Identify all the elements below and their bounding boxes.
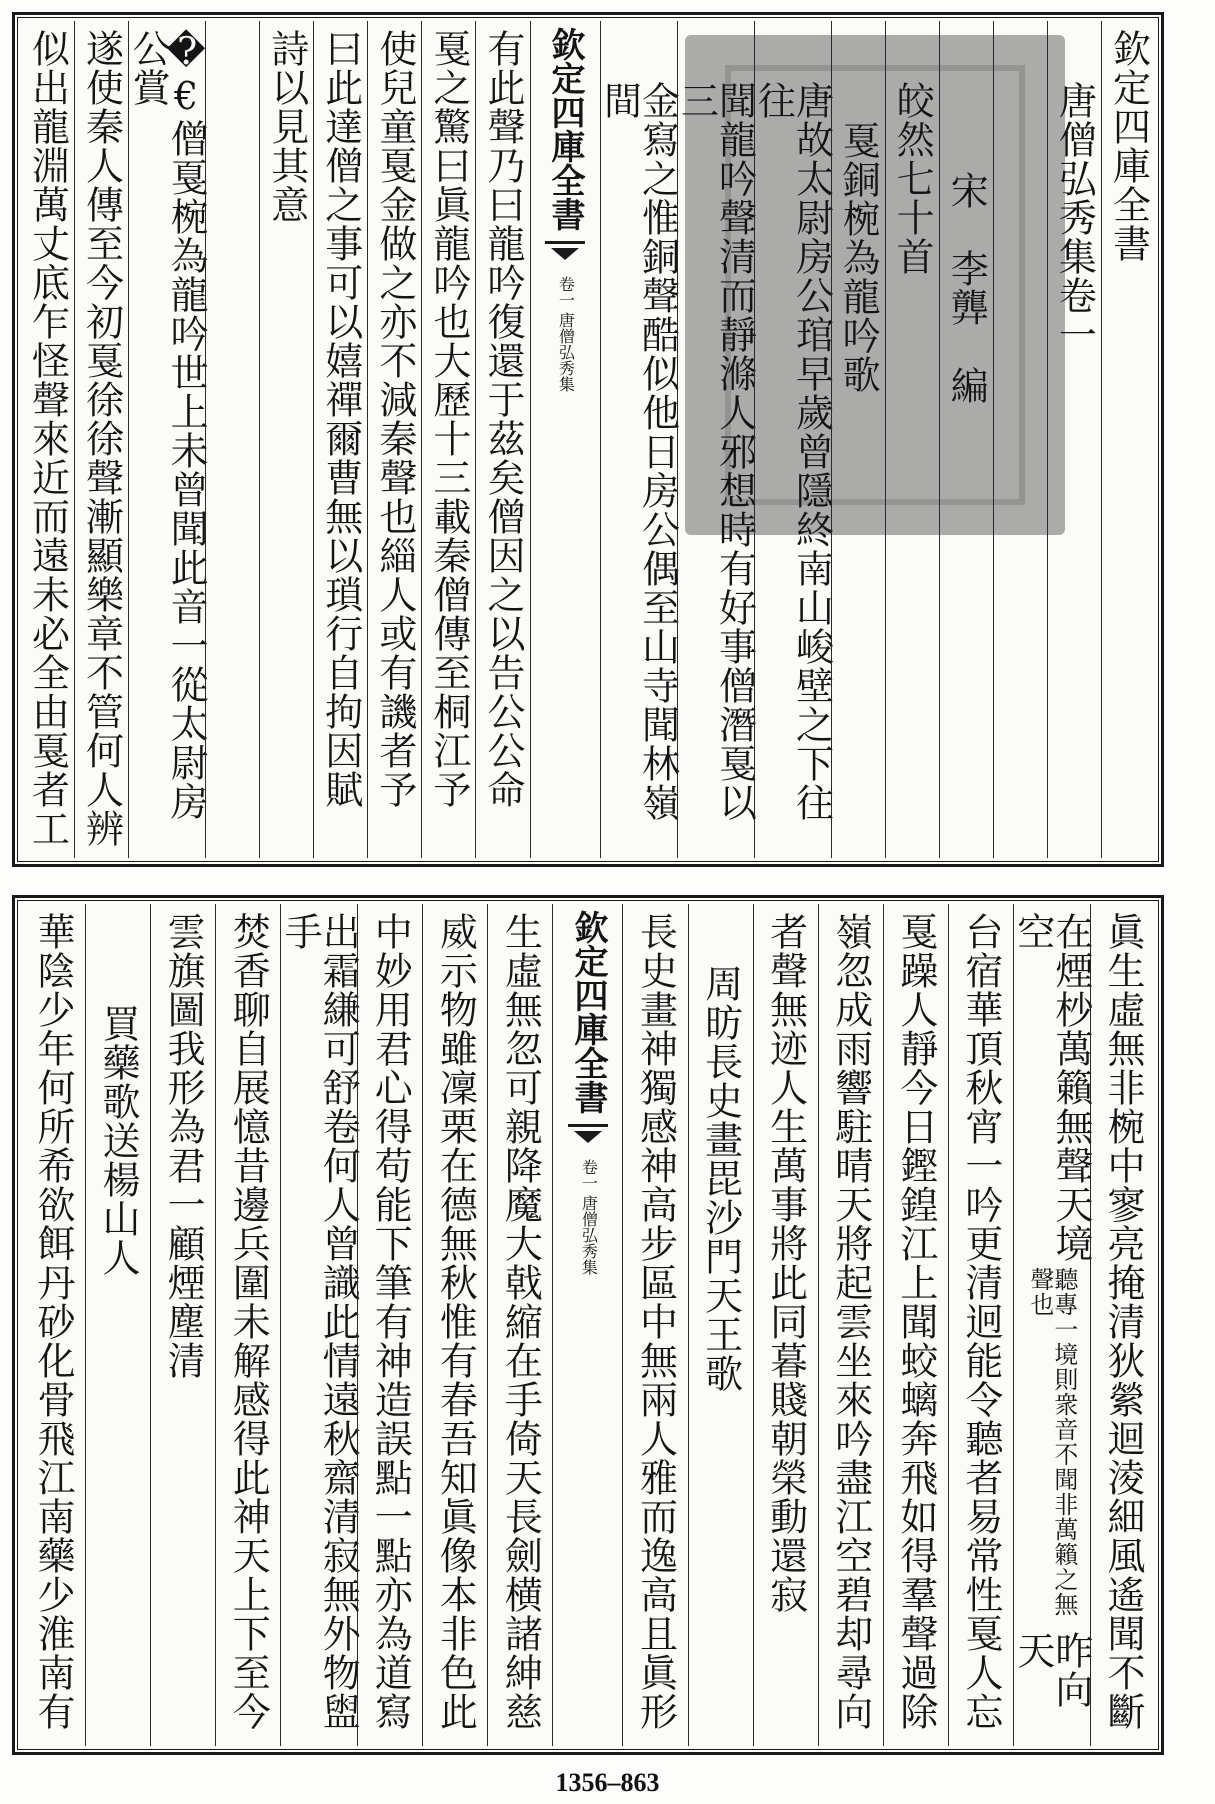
text-column: [475, 21, 529, 858]
column-text: 出霜縑可舒卷何人曾識此情遠秋齋清寂無外物盥手: [278, 912, 361, 1731]
center-fold: [552, 904, 622, 1746]
fold-book-title: 唐僧弘秀集: [579, 1195, 599, 1275]
bottom-page-columns: [21, 904, 1155, 1746]
column-text: 曰此達僧之事可以嬉禪爾曹無以瑣行自拘因賦: [318, 29, 363, 809]
column-text: 眞生虛無非椀中寥亮掩清狄縈迴淩細風遙聞不斷: [1100, 912, 1145, 1731]
text-column: [751, 21, 834, 858]
text-column: [1047, 21, 1101, 858]
fold-book-title: 唐僧弘秀集: [556, 312, 576, 392]
text-column: [21, 21, 74, 858]
fold-volume: 卷一: [556, 276, 576, 308]
column-text: 周昉長史畫毘沙門天王歌: [698, 964, 743, 1393]
column-text-continued: 昨向天: [1010, 1631, 1093, 1710]
fish-tail-mark-icon: [545, 241, 585, 270]
text-column: [487, 904, 552, 1746]
text-column: [622, 904, 687, 1746]
fold-title: 欽定四庫全書: [545, 27, 586, 231]
text-column: [150, 904, 215, 1746]
top-page-columns: [21, 21, 1155, 858]
text-column: [259, 21, 313, 858]
text-column: [313, 21, 367, 858]
text-column: [674, 21, 757, 858]
column-text: 唐故太尉房公琯早歲曾隱終南山峻壁之下往往: [751, 81, 834, 822]
text-column: [831, 21, 885, 858]
text-column: [883, 904, 948, 1746]
text-column: [215, 904, 280, 1746]
text-column: [993, 21, 1047, 858]
fold-label: [580, 1159, 597, 1275]
fold-title: 欽定四庫全書: [567, 910, 608, 1114]
column-text: 戛躁人靜今日鏗鍠江上聞蛟螭奔飛如得羣聲過除: [893, 912, 938, 1731]
fish-tail-mark-icon: [568, 1124, 608, 1153]
column-text: 聞龍吟聲清而靜滌人邪想時有好事僧潛戛以三: [674, 81, 757, 822]
text-column: [753, 904, 818, 1746]
column-text: 遂使秦人傳至今初戛徐徐聲漸顯樂章不管何人辨: [79, 29, 124, 848]
text-column: [1010, 904, 1093, 1746]
column-text: 生虛無忽可親降魔大戟縮在手倚天長劍横諸紳慈: [498, 912, 543, 1731]
center-fold: [530, 21, 600, 858]
column-text: �€僧戛椀為龍吟世上未曾聞此音一從太尉房公賞: [126, 29, 209, 821]
fold-label: [557, 276, 574, 392]
column-text: 戛之驚曰眞龍吟也大歷十三載秦僧傳至桐江予: [426, 29, 471, 809]
column-text: 華陰少年何所希欲餌丹砂化骨飛江南藥少淮南有: [30, 912, 75, 1731]
text-column: [1090, 904, 1155, 1746]
column-text: 買藥歌送楊山人: [96, 1004, 141, 1277]
column-text: 威示物雖凜栗在德無秋惟有春吾知眞像本非色此: [433, 912, 478, 1731]
fold-volume: 卷一: [579, 1159, 599, 1191]
column-text: 使兒童戛金做之亦不減秦聲也緇人或有譏者予: [372, 29, 417, 809]
column-text: 雲旗圖我形為君一顧煙塵清: [161, 912, 206, 1380]
text-column: [278, 904, 361, 1746]
text-column: [818, 904, 883, 1746]
text-column: [597, 21, 680, 858]
column-text: 有此聲乃曰龍吟復還于茲矣僧因之以告公公命: [481, 29, 525, 809]
text-column: [74, 21, 128, 858]
text-column: [422, 904, 487, 1746]
top-page: [12, 12, 1164, 867]
column-text: 焚香聊自展憶昔邊兵圍未解感得此神天上下至今: [226, 912, 271, 1731]
bottom-page: [12, 895, 1164, 1755]
text-column: [357, 904, 422, 1746]
text-column: [948, 904, 1013, 1746]
text-column: [126, 21, 209, 858]
column-text: 在煙杪萬籟無聲天境空: [1010, 912, 1093, 1263]
text-column: [688, 904, 753, 1746]
column-text: 欽定四庫全書: [1106, 29, 1151, 263]
column-text: 長史畫神獨感神高步區中無兩人雅而逸高且眞形: [633, 912, 678, 1731]
column-text: 似出龍淵萬丈底乍怪聲來近而遠未必全由戛者工: [25, 29, 70, 848]
text-column: [1101, 21, 1155, 858]
column-text: 宋 李龏 編: [944, 171, 989, 405]
text-column: [367, 21, 421, 858]
text-column: [885, 21, 939, 858]
column-text: 戛銅椀為龍吟歌: [836, 121, 881, 394]
text-column: [85, 904, 150, 1746]
column-text: 嶺忽成雨響駐晴天將起雲坐來吟盡江空碧却尋向: [828, 912, 873, 1731]
text-column: [21, 904, 85, 1746]
text-column: [939, 21, 993, 858]
page-number: 1356–863: [555, 1768, 660, 1797]
commentary-note: 聽專一境則衆音不聞非萬籟之無聲也: [1025, 1267, 1078, 1618]
column-text: 詩以見其意: [264, 29, 309, 224]
column-text: 唐僧弘秀集卷一: [1052, 81, 1097, 354]
column-text: 者聲無迹人生萬事將此同暮賤朝榮動還寂: [763, 912, 808, 1614]
column-text: 金寫之惟銅聲酷似他日房公偶至山寺聞林嶺間: [597, 81, 680, 822]
column-text: 台宿華頂秋宵一吟更清迥能令聽者易常性戛人忘: [958, 912, 1003, 1731]
column-text: 皎然七十首: [890, 81, 935, 276]
text-column: [421, 21, 475, 858]
column-text: 中妙用君心得苟能下筆有神造誤點一點亦為道寫: [368, 912, 413, 1731]
text-column: [205, 21, 259, 858]
